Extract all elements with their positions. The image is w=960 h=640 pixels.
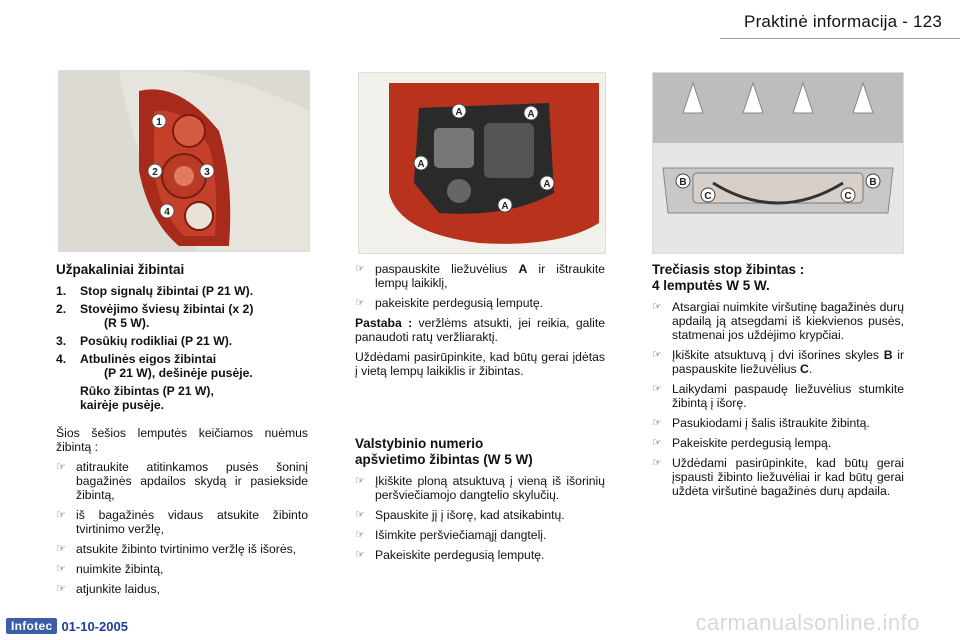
pointing-hand-icon: ☞ <box>355 529 365 541</box>
list-item: ☞ Spauskite jį į išorę, kad atsikabintų. <box>355 508 565 522</box>
pointing-hand-icon: ☞ <box>56 543 66 555</box>
list-item: ☞ Atsargiai nuimkite viršutinę bagažinės durų apdailą ją atsegdami iš kiekvienos pusės, statmenai jos uždėjimo krypčiai. <box>652 300 904 342</box>
pointing-hand-icon: ☞ <box>56 509 66 521</box>
column-number-plate <box>355 262 605 568</box>
footer-date: 01-10-2005 <box>61 618 128 634</box>
callout-label-1: 1 <box>156 117 162 128</box>
column-rear-lights <box>56 262 308 602</box>
callout-label-a1: A <box>455 107 463 118</box>
pointing-hand-icon: ☞ <box>355 549 365 561</box>
callout-label-b2: B <box>869 177 877 188</box>
pointing-hand-icon: ☞ <box>652 349 662 361</box>
pointing-hand-icon: ☞ <box>56 461 66 473</box>
header-separator: - <box>897 12 914 31</box>
list-item: ☞ Pasukiodami į šalis ištraukite žibintą. <box>652 416 870 430</box>
page-header <box>744 12 942 32</box>
pointing-hand-icon: ☞ <box>652 437 662 449</box>
section-heading-rear-lights: Užpakaliniai žibintai <box>56 262 185 277</box>
list-item: ☞ atsukite žibinto tvirtinimo veržlę iš išorės, <box>56 542 297 556</box>
list-item: ☞ Pakeiskite perdegusią lempą. <box>652 436 832 450</box>
list-item: ☞ Pakeiskite perdegusią lemputę. <box>355 548 545 562</box>
list-item: ☞ atitraukite atitinkamos pusės šoninį bagažinės apdailos skydą ir pasiekside žibintą, <box>56 460 308 502</box>
steps-list <box>56 460 308 596</box>
page-number: 123 <box>913 12 942 31</box>
list-item: ☞ pakeiskite perdegusią lemputę. <box>355 296 544 310</box>
pointing-hand-icon: ☞ <box>355 475 365 487</box>
list-item: 3. Posūkių rodikliai (P 21 W). <box>56 334 233 348</box>
list-item: ☞ nuimkite žibintą, <box>56 562 164 576</box>
page-footer <box>6 618 128 634</box>
list-item: ☞ Įkiškite ploną atsuktuvą į vieną iš išorinių peršviečiamojo dangtelio skylučių. <box>355 474 605 502</box>
paragraph: Uždėdami pasirūpinkite, kad būtų gerai įdėtas į vietą lempų laikiklis ir žibintas. <box>355 350 605 378</box>
pointing-hand-icon: ☞ <box>355 297 365 309</box>
watermark: carmanualsonline.info <box>695 610 920 635</box>
list-item: ☞ atjunkite laidus, <box>56 582 161 596</box>
list-item: ☞ Uždėdami pasirūpinkite, kad būtų gerai įspausti žibinto liežuvėliai ir kad būtų gerai uždėta viršutinė bagažinės durų apdaila. <box>652 456 904 498</box>
callout-label-4: 4 <box>164 207 170 218</box>
pointing-hand-icon: ☞ <box>652 383 662 395</box>
callout-label-2: 2 <box>152 167 158 178</box>
header-rule <box>720 38 960 39</box>
pointing-hand-icon: ☞ <box>56 583 66 595</box>
list-item: ☞ Išimkite peršviečiamąjį dangtelį. <box>355 528 547 542</box>
infotec-logo: Infotec <box>6 618 57 634</box>
section-heading-third-brake-light: Trečiasis stop žibintas : 4 lemputės W 5 W. <box>652 262 805 293</box>
steps-list-top <box>355 262 605 310</box>
pointing-hand-icon: ☞ <box>652 457 662 469</box>
pointing-hand-icon: ☞ <box>355 263 365 275</box>
list-item: ☞ iš bagažinės vidaus atsukite žibinto tvirtinimo veržlę, <box>56 508 308 536</box>
header-title: Praktinė informacija <box>744 12 898 31</box>
note-paragraph: Pastaba : veržlėms atsukti, jei reikia, galite panaudoti ratų veržliaraktį. <box>355 316 605 344</box>
list-item: 1. Stop signalų žibintai (P 21 W). <box>56 284 254 298</box>
callout-label-a2: A <box>527 109 535 120</box>
callout-label-c1: C <box>704 191 712 202</box>
callout-label-a3: A <box>417 159 425 170</box>
pointing-hand-icon: ☞ <box>56 563 66 575</box>
list-item: ☞ Įkiškite atsuktuvą į dvi išorines skyles B ir paspauskite liežuvėlius C. <box>652 348 905 376</box>
lamp-holder-photo <box>358 72 606 254</box>
list-item: ☞ paspauskite liežuvėlius A ir ištraukite lempų laikiklį, <box>355 262 606 290</box>
callout-label-a4: A <box>501 201 509 212</box>
pointing-hand-icon: ☞ <box>652 417 662 429</box>
pointing-hand-icon: ☞ <box>355 509 365 521</box>
list-item: 4. Atbulinės eigos žibintai (P 21 W), dešinėje pusėje. <box>56 352 253 380</box>
steps-list <box>355 474 605 562</box>
callout-label-3: 3 <box>204 167 210 178</box>
bulb-list <box>56 284 308 380</box>
fog-light-note: Rūko žibintas (P 21 W), kairėje pusėje. <box>80 384 214 412</box>
list-item: ☞ Laikydami paspaudę liežuvėlius stumkite žibintą į išorę. <box>652 382 904 410</box>
list-item: 2. Stovėjimo šviesų žibintai (x 2) (R 5 W). <box>56 302 254 330</box>
section-heading-number-plate: Valstybinio numerio apšvietimo žibintas (W 5 W) <box>355 436 533 467</box>
callout-label-b1: B <box>679 177 687 188</box>
callout-label-a5: A <box>543 179 551 190</box>
third-brake-light-photo <box>652 72 904 254</box>
steps-list <box>652 300 904 498</box>
pointing-hand-icon: ☞ <box>652 301 662 313</box>
intro-text: Šios šešios lemputės keičiamos nuėmus žibintą : <box>56 426 308 454</box>
callout-label-c2: C <box>844 191 852 202</box>
tail-lamp-photo <box>58 70 310 252</box>
column-third-brake-light <box>652 262 904 504</box>
